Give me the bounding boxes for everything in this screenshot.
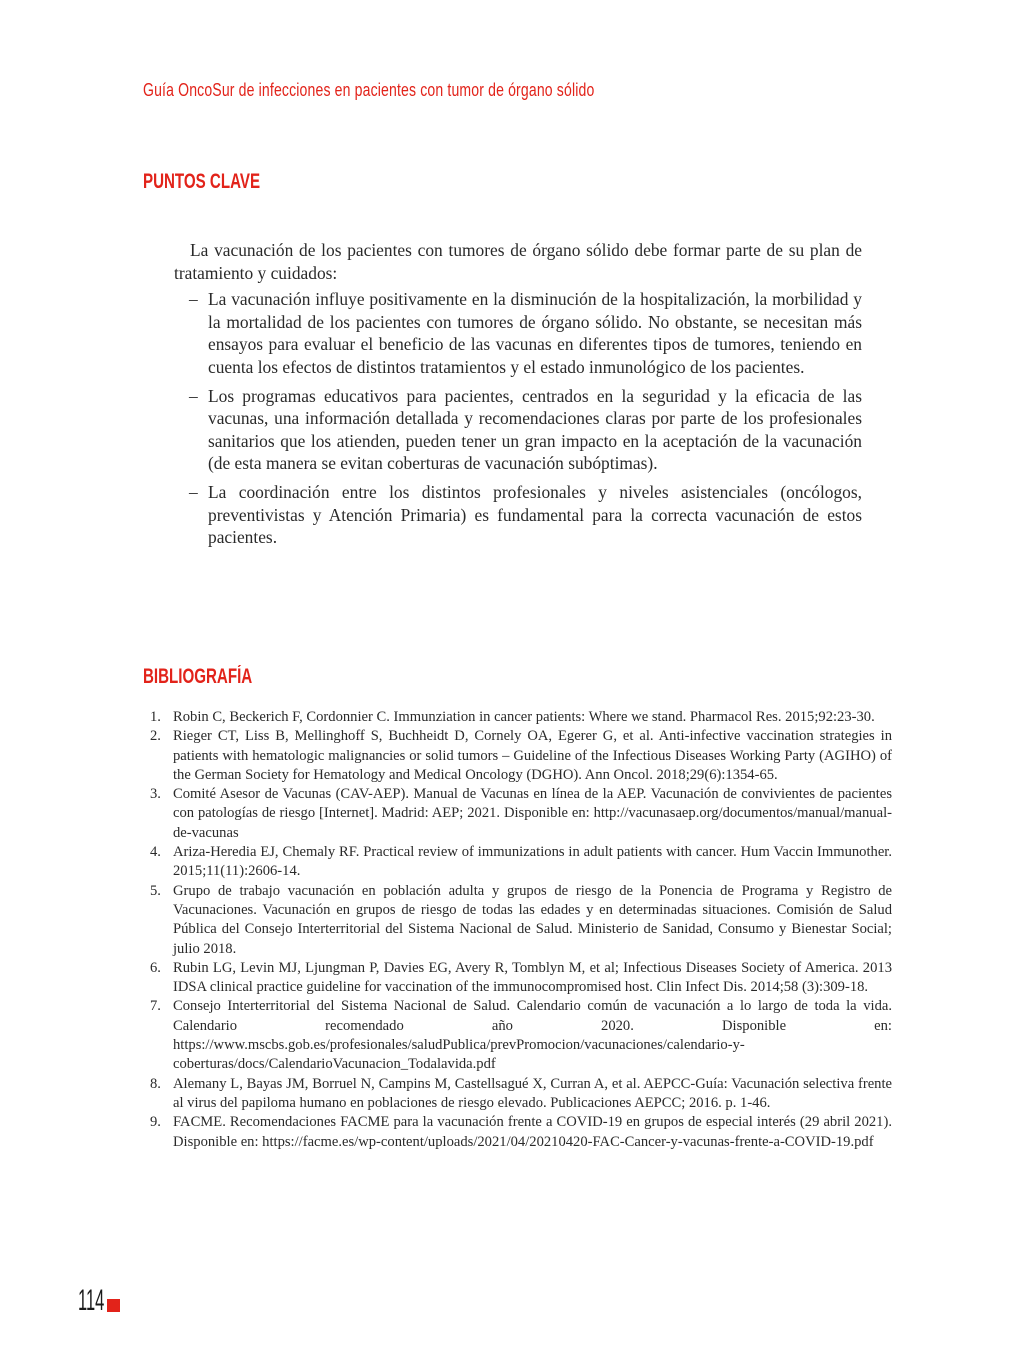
- reference-text: FACME. Recomendaciones FACME para la vacunación frente a COVID-19 en grupos de especial interés (29 abril 2021). Disponible en: https://facme.es/wp-content/uploads/2021/04/20210420-FAC-Cancer-y-vacunas-frente-a-COVID-19.pdf: [173, 1114, 892, 1150]
- running-header: Guía OncoSur de infecciones en pacientes con tumor de órgano sólido: [143, 80, 595, 100]
- reference-text: Rubin LG, Levin MJ, Ljungman P, Davies EG, Avery R, Tomblyn M, et al; Infectious Diseases Society of America. 2013 IDSA clinical practice guideline for vaccination of the immunocompromised host. Clin Infect Dis. 2014;58 (3):309-18.: [173, 959, 892, 996]
- reference-number: 3.: [150, 786, 161, 803]
- key-points-list: [174, 288, 862, 549]
- reference-number: 5.: [150, 882, 161, 899]
- reference-number: 9.: [150, 1114, 161, 1131]
- reference-item: [148, 959, 892, 998]
- reference-item: [148, 843, 892, 882]
- reference-item: [148, 1113, 892, 1152]
- reference-number: 6.: [150, 959, 161, 976]
- key-point-text: Los programas educativos para pacientes, centrados en la seguridad y la eficacia de las vacunas, una información detallada y recomendaciones claras por parte de los profesionales sanitarios que los atienden, pueden tener un gran impacto en la aceptación de la vacunación (de esta manera se evitan coberturas de vacunación subóptimas).: [208, 385, 862, 474]
- dash-bullet-icon: –: [189, 385, 198, 406]
- reference-item: [148, 708, 892, 727]
- reference-text: Robin C, Beckerich F, Cordonnier C. Immunziation in cancer patients: Where we stand. Pharmacol Res. 2015;92:23-30.: [173, 709, 875, 725]
- dash-bullet-icon: –: [189, 289, 198, 310]
- reference-number: 4.: [150, 844, 161, 861]
- page-number: 114: [78, 1284, 105, 1317]
- reference-number: 8.: [150, 1075, 161, 1092]
- key-points-intro: La vacunación de los pacientes con tumores de órgano sólido debe formar parte de su plan de tratamiento y cuidados:: [174, 240, 862, 283]
- reference-item: [148, 727, 892, 785]
- reference-text: Grupo de trabajo vacunación en población adulta y grupos de riesgo de la Ponencia de Programa y Registro de Vacunaciones. Vacunación en grupos de riesgo de todas las edades y en determinadas situaciones. Comisión de Salud Pública del Consejo Interterritorial del Sistema Nacional de Salud. Ministerio de Sanidad, Consumo y Bienestar Social; julio 2018.: [173, 882, 892, 957]
- bibliography-heading: BIBLIOGRAFÍA: [143, 665, 253, 688]
- reference-item: [148, 997, 892, 1074]
- reference-number: 2.: [150, 728, 161, 745]
- reference-item: [148, 785, 892, 843]
- dash-bullet-icon: –: [189, 481, 198, 502]
- key-point-item: [174, 288, 862, 378]
- reference-item: [148, 882, 892, 959]
- reference-number: 7.: [150, 998, 161, 1015]
- key-point-text: La coordinación entre los distintos profesionales y niveles asistenciales (oncólogos, preventivistas y Atención Primaria) es fundamental para la correcta vacunación de estos pacientes.: [208, 481, 862, 548]
- key-point-text: La vacunación influye positivamente en la disminución de la hospitalización, la morbilidad y la mortalidad de los pacientes con tumores de órgano sólido. No obstante, se necesitan más ensayos para evaluar el beneficio de las vacunas en diferentes tipos de tumores, teniendo en cuenta los efectos de distintos tratamientos y el estado inmunológico de los pacientes.: [208, 289, 862, 377]
- key-points-section: [174, 239, 862, 555]
- reference-item: [148, 1075, 892, 1114]
- page-folio: [78, 1286, 120, 1316]
- reference-list: [148, 708, 892, 1152]
- reference-text: Alemany L, Bayas JM, Borruel N, Campins M, Castellsagué X, Curran A, et al. AEPCC-Guía: Vacunación selectiva frente al virus del papiloma humano en poblaciones de riesgo elevado. Publicaciones AEPCC; 2016. p. 1-46.: [173, 1075, 892, 1111]
- key-point-item: [174, 385, 862, 475]
- reference-text: Ariza-Heredia EJ, Chemaly RF. Practical review of immunizations in adult patients with cancer. Hum Vaccin Immunother. 2015;11(11):2606-14.: [173, 844, 892, 880]
- reference-text: Comité Asesor de Vacunas (CAV-AEP). Manual de Vacunas en línea de la AEP. Vacunación de convivientes de pacientes con patologías de riesgo [Internet]. Madrid: AEP; 2021. Disponible en: http://vacunasaep.org/documentos/manual/manual-de-vacunas: [173, 786, 892, 841]
- key-points-heading: PUNTOS CLAVE: [143, 170, 261, 193]
- red-square-icon: [107, 1299, 120, 1312]
- key-point-item: [174, 481, 862, 549]
- reference-number: 1.: [150, 709, 161, 725]
- reference-text: Rieger CT, Liss B, Mellinghoff S, Buchheidt D, Cornely OA, Egerer G, et al. Anti-infective vaccination strategies in patients with hematologic malignancies or solid tumors – Guideline of the Infectious Diseases Working Party (AGIHO) of the German Society for Hematology and Medical Oncology (DGHO). Ann Oncol. 2018;29(6):1354-65.: [173, 728, 892, 783]
- reference-text: Consejo Interterritorial del Sistema Nacional de Salud. Calendario común de vacunación a lo largo de toda la vida. Calendario recomendado año 2020. Disponible en: https://www.mscbs.gob.es/profesionales/saludPublica/prevPromocion/vacunaciones/calendario-y-coberturas/docs/CalendarioVacunacion_Todalavida.pdf: [173, 998, 892, 1073]
